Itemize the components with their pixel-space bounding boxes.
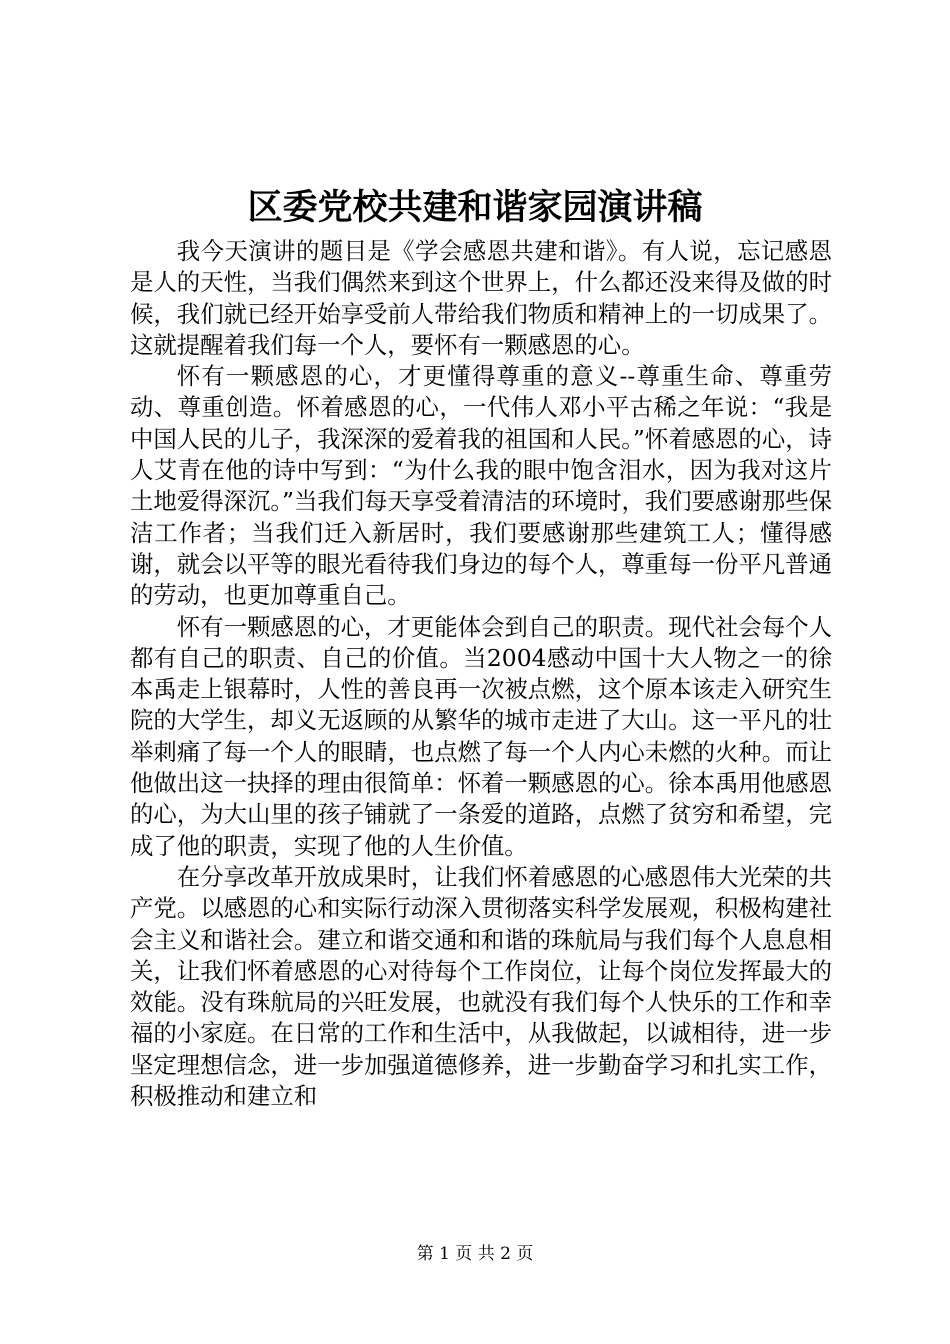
document-title: 区委党校共建和谐家园演讲稿 — [247, 187, 703, 228]
paragraph-3: 怀有一颗感恩的心，才更能体会到自己的职责。现代社会每个人都有自己的职责、自己的价值。当2004感动中国十大人物之一的徐本禹走上银幕时，人性的善良再一次被点燃，这个原本该走入研究生院的大学生，却义无返顾的从繁华的城市走进了大山。这一平凡的壮举刺痛了每一个人的眼睛，也点燃了每一个人内心未燃的火种。而让他做出这一抉择的理由很简单：怀着一颗感恩的心。徐本禹用他感恩的心，为大山里的孩子铺就了一条爱的道路，点燃了贫穷和希望，完成了他的职责，实现了他的人生价值。 — [130, 612, 832, 860]
page-footer: 第 1 页 共 2 页 — [416, 1244, 534, 1264]
document-body — [130, 236, 832, 1112]
paragraph-2: 怀有一颗感恩的心，才更懂得尊重的意义--尊重生命、尊重劳动、尊重创造。怀着感恩的心，一代伟人邓小平古稀之年说：“我是中国人民的儿子，我深深的爱着我的祖国和人民。”怀着感恩的心，诗人艾青在他的诗中写到：“为什么我的眼中饱含泪水，因为我对这片土地爱得深沉。”当我们每天享受着清洁的环境时，我们要感谢那些保洁工作者；当我们迁入新居时，我们要感谢那些建筑工人；懂得感谢，就会以平等的眼光看待我们身边的每个人，尊重每一份平凡普通的劳动，也更加尊重自己。 — [130, 362, 832, 610]
paragraph-4: 在分享改革开放成果时，让我们怀着感恩的心感恩伟大光荣的共产党。以感恩的心和实际行动深入贯彻落实科学发展观，积极构建社会主义和谐社会。建立和谐交通和和谐的珠航局与我们每个人息息相关，让我们怀着感恩的心对待每个工作岗位，让每个岗位发挥最大的效能。没有珠航局的兴旺发展，也就没有我们每个人快乐的工作和幸福的小家庭。在日常的工作和生活中，从我做起，以诚相待，进一步坚定理想信念，进一步加强道德修养，进一步勤奋学习和扎实工作，积极推动和建立和 — [130, 862, 832, 1111]
paragraph-1: 我今天演讲的题目是《学会感恩共建和谐》。有人说，忘记感恩是人的天性，当我们偶然来到这个世界上，什么都还没来得及做的时候，我们就已经开始享受前人带给我们物质和精神上的一切成果了。这就提醒着我们每一个人，要怀有一颗感恩的心。 — [130, 237, 832, 359]
